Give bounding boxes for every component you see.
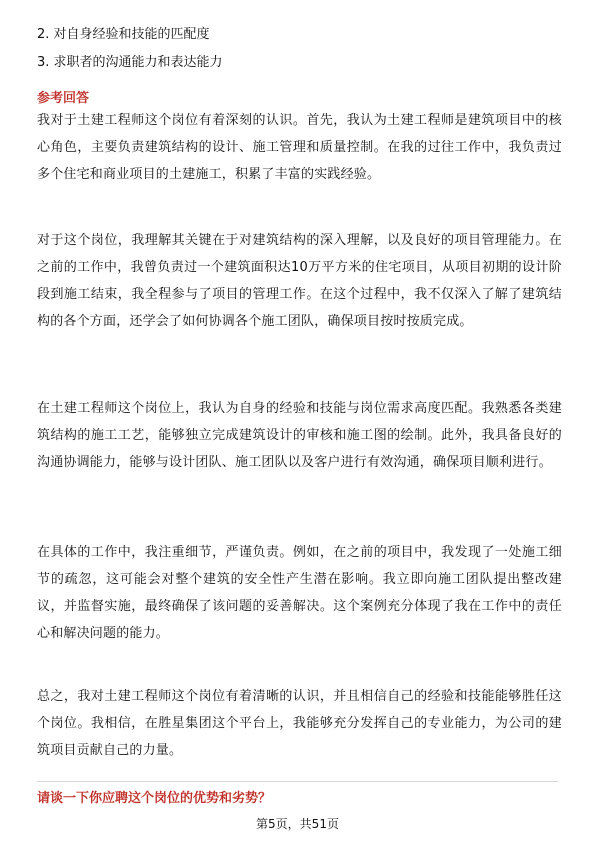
answer-paragraph-2: 对于这个岗位，我理解其关键在于对建筑结构的深入理解，以及良好的项目管理能力。在之前的工作中，我曾负责过一个建筑面积达10万平方米的住宅项目，从项目初期的设计阶段到施工结束，我全程参与了项目的管理工作。在这个过程中，我不仅深入了解了建筑结构的各个方面，还学会了如何协调各个施工团队，确保项目按时按质完成。 — [37, 233, 562, 329]
answer-heading: 参考回答 — [37, 91, 90, 106]
section-divider — [37, 781, 558, 782]
answer-paragraph-3: 在土建工程师这个岗位上，我认为自身的经验和技能与岗位需求高度匹配。我熟悉各类建筑结构的施工工艺，能够独立完成建筑设计的审核和施工图的绘制。此外，我具备良好的沟通协调能力，能够与设计团队、施工团队以及客户进行有效沟通，确保项目顺利进行。 — [37, 401, 562, 470]
page-number: 第5页，共51页 — [256, 817, 339, 831]
question-item-3: 3. 求职者的沟通能力和表达能力 — [37, 55, 223, 70]
next-question-heading: 请谈一下你应聘这个岗位的优势和劣势？ — [37, 791, 272, 806]
question-item-2: 2. 对自身经验和技能的匹配度 — [37, 27, 210, 42]
answer-paragraph-5: 总之，我对土建工程师这个岗位有着清晰的认识，并且相信自己的经验和技能能够胜任这个岗位。我相信，在胜星集团这个平台上，我能够充分发挥自己的专业能力，为公司的建筑项目贡献自己的力量。 — [37, 689, 562, 758]
answer-paragraph-4: 在具体的工作中，我注重细节，严谨负责。例如，在之前的项目中，我发现了一处施工细节的疏忽，这可能会对整个建筑的安全性产生潜在影响。我立即向施工团队提出整改建议，并监督实施，最终确保了该问题的妥善解决。这个案例充分体现了我在工作中的责任心和解决问题的能力。 — [37, 545, 562, 641]
answer-paragraph-1: 我对于土建工程师这个岗位有着深刻的认识。首先，我认为土建工程师是建筑项目中的核心角色，主要负责建筑结构的设计、施工管理和质量控制。在我的过往工作中，我负责过多个住宅和商业项目的土建施工，积累了丰富的实践经验。 — [37, 113, 562, 182]
